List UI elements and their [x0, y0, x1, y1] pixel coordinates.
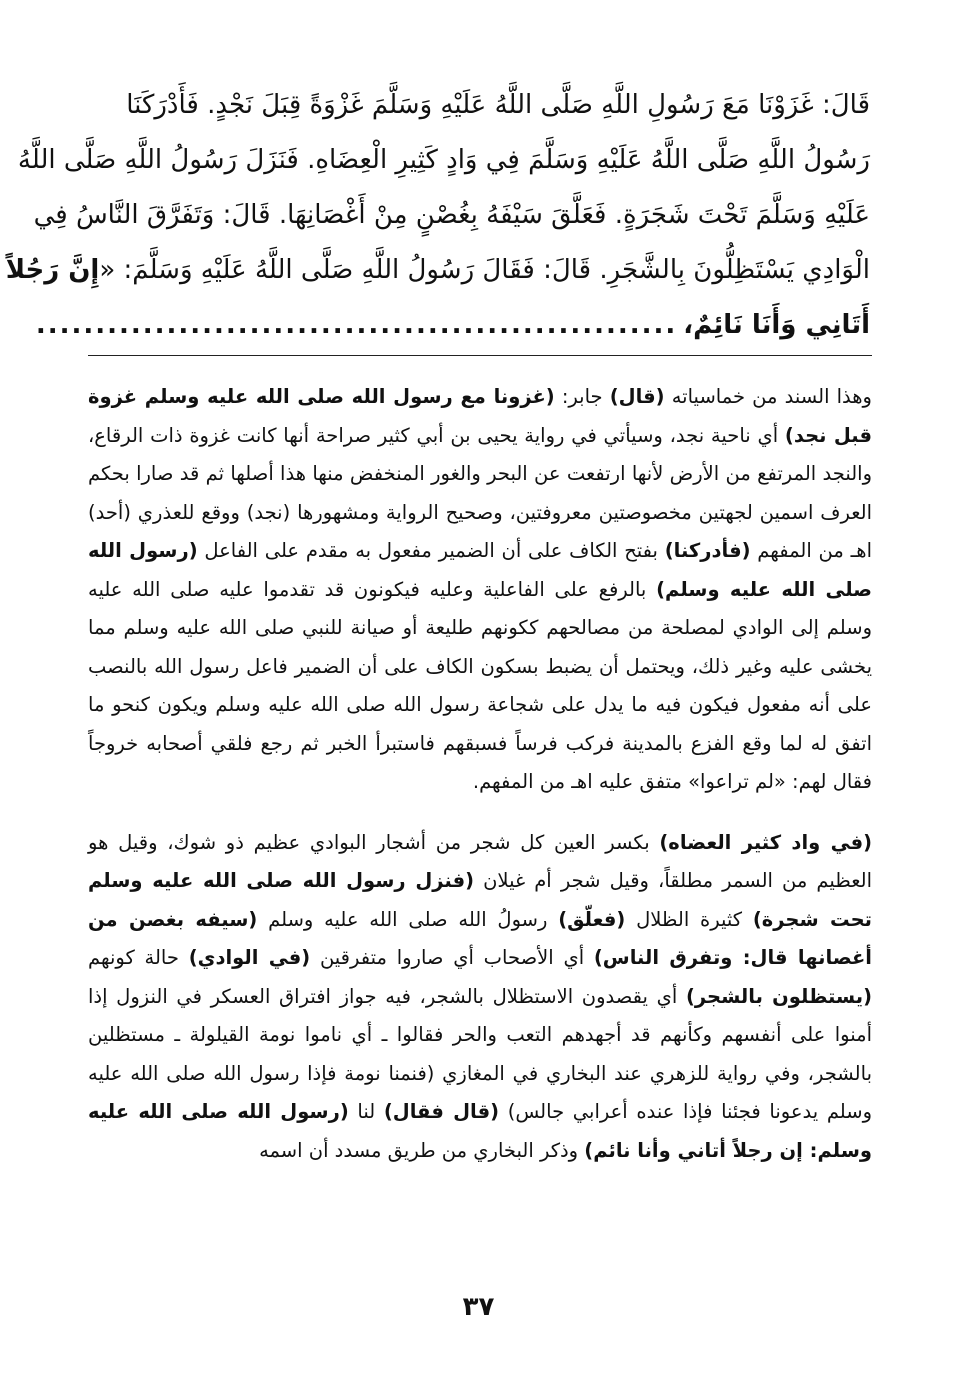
hadith-line-4: [5, 243, 870, 298]
page-number: ٣٧: [462, 1292, 495, 1322]
commentary-text: أي الأصحاب أي صاروا متفرقين: [310, 946, 594, 969]
commentary-text: بالرفع على الفاعلية وعليه فيكونون قد تقدموا عليه صلى الله عليه وسلم إلى الوادي لمصلحة من مصالحهم ككونهم طليعة أو صيانة للنبي صلى الله عليه وسلم مما يخشى عليه وغير ذلك، ويحتمل أن يضبط بسكون الكاف على أن الضمير فاعل رسول الله بالنصب على أنه مفعول فيكون فيه ما يدل على شجاعة رسول الله صلى الله عليه وسلم ويكون كنحو ما اتفق له لما وقع الفزع بالمدينة فركب فرساً فسبقهم فاستبرأ الخبر ثم رجع فلقي أصحابه خروجاً فقال لهم: «لم تراعوا» متفق عليه اهـ من المفهم.: [88, 577, 872, 793]
commentary-text: بكسر العين كل شجر من أشجار البوادي عظيم ذو شوك، وقيل هو العظيم من السمر مطلقاً، وقيل شجر أم غيلان: [88, 830, 873, 892]
commentary-paragraph-2: [88, 824, 872, 1171]
commentary-text: حالة كونهم: [88, 946, 189, 969]
ellipsis-dots: ......................................................: [35, 310, 678, 340]
commentary-text: بفتح الكاف على أن الضمير مفعول به مقدم على الفاعل: [197, 539, 665, 562]
hadith-line-4-quote: إِنَّ رَجُلاً: [5, 255, 100, 285]
hadith-line-1: قَالَ: غَزَوْنَا مَعَ رَسُولِ اللَّهِ صَلَّى اللَّهُ عَلَيْهِ وَسَلَّمَ غَزْوَةً قِبَلَ نَجْدٍ. فَأَدْرَكَنَا: [126, 90, 870, 120]
commentary-text: كثيرة الظلال: [625, 907, 753, 931]
commentary-text: أي يقصدون الاستظلال بالشجر، فيه جواز افتراق العسكر في النزول إذا أمنوا على أنفسهم وكأنهم قد أجهدهم التعب والحر فقالوا ـ أي ناموا نومة القيلولة ـ مستظلين بالشجر، وفي رواية للزهري عند البخاري في المغازي (فنمنا نومة فإذا رسول الله صلى الله عليه وسلم يدعونا فجئنا فإذا عنده أعرابي جالس): [88, 984, 873, 1123]
commentary-quote: (في الوادي): [188, 946, 311, 969]
commentary-paragraph-1: [88, 378, 872, 802]
commentary-quote: (غزونا مع رسول الله صلى الله عليه وسلم غزوة قبل نجد): [88, 385, 872, 447]
hadith-line-2: رَسُولُ اللَّهِ صَلَّى اللَّهُ عَلَيْهِ وَسَلَّمَ فِي وَادٍ كَثِيرِ الْعِضَاهِ. فَنَزَلَ رَسُولُ اللَّهِ صَلَّى اللَّهُ: [17, 145, 870, 175]
commentary-quote: (يستظلون بالشجر): [685, 984, 873, 1008]
hadith-text: [5, 78, 870, 353]
commentary-text: جابر:: [554, 385, 610, 408]
commentary-quote: (في واد كثير العضاه): [659, 830, 872, 854]
hadith-line-3: عَلَيْهِ وَسَلَّمَ تَحْتَ شَجَرَةٍ. فَعَلَّقَ سَيْفَهُ بِغُصْنٍ مِنْ أَغْصَانِهَا. قَالَ: وَتَفَرَّقَ النَّاسُ فِي: [33, 200, 870, 230]
commentary-text: وهذا السند من خماسياته: [664, 385, 872, 408]
hadith-line-4-text: الْوَادِي يَسْتَظِلُّونَ بِالشَّجَرِ. قَالَ: فَقَالَ رَسُولُ اللَّهِ صَلَّى اللَّهُ عَلَيْهِ وَسَلَّمَ: «: [99, 255, 870, 285]
commentary-text: أي ناحية نجد، وسيأتي في رواية يحيى بن أبي كثير صراحة أنها كانت غزوة ذات الرقاع، والنجد المرتفع من الأرض لأنها ارتفعت عن البحر والغور المنخفض منها هذا أصلها ثم قد صارا بحكم العرف اسمين لجهتين مخصوصتين معروفتين، وصحيح الرواية ومشهورها (نجد) ووقع للعذري (أحد) اهـ من المفهم: [88, 423, 872, 562]
commentary-quote: (رسول الله صلى الله عليه وسلم): [88, 539, 873, 601]
section-divider: [88, 355, 872, 356]
commentary-quote: (فنزل رسول الله صلى الله عليه وسلم تحت شجرة): [88, 869, 873, 931]
commentary-quote: (فأدركنا): [664, 539, 751, 562]
commentary: [88, 378, 872, 1170]
commentary-text: وذكر البخاري من طريق مسدد أن اسمه: [259, 1138, 585, 1162]
commentary-quote: (قال): [609, 385, 665, 408]
commentary-quote: (سيفه بغصن من أغصانها قال: وتفرق الناس): [88, 907, 872, 969]
commentary-text: رسولُ الله صلى الله عليه وسلم: [257, 907, 559, 931]
hadith-line-5-quote: أَتَانِي وَأَنَا نَائِمٌ،: [683, 310, 870, 340]
commentary-quote: (فعلّق): [558, 907, 626, 931]
commentary-text: لنا: [348, 1100, 384, 1123]
hadith-line-5: [35, 298, 870, 353]
commentary-quote: (رسول الله صلى الله عليه وسلم: إن رجلاً أتاني وأنا نائم): [88, 1100, 872, 1162]
commentary-quote: (قال فقال): [383, 1100, 500, 1123]
